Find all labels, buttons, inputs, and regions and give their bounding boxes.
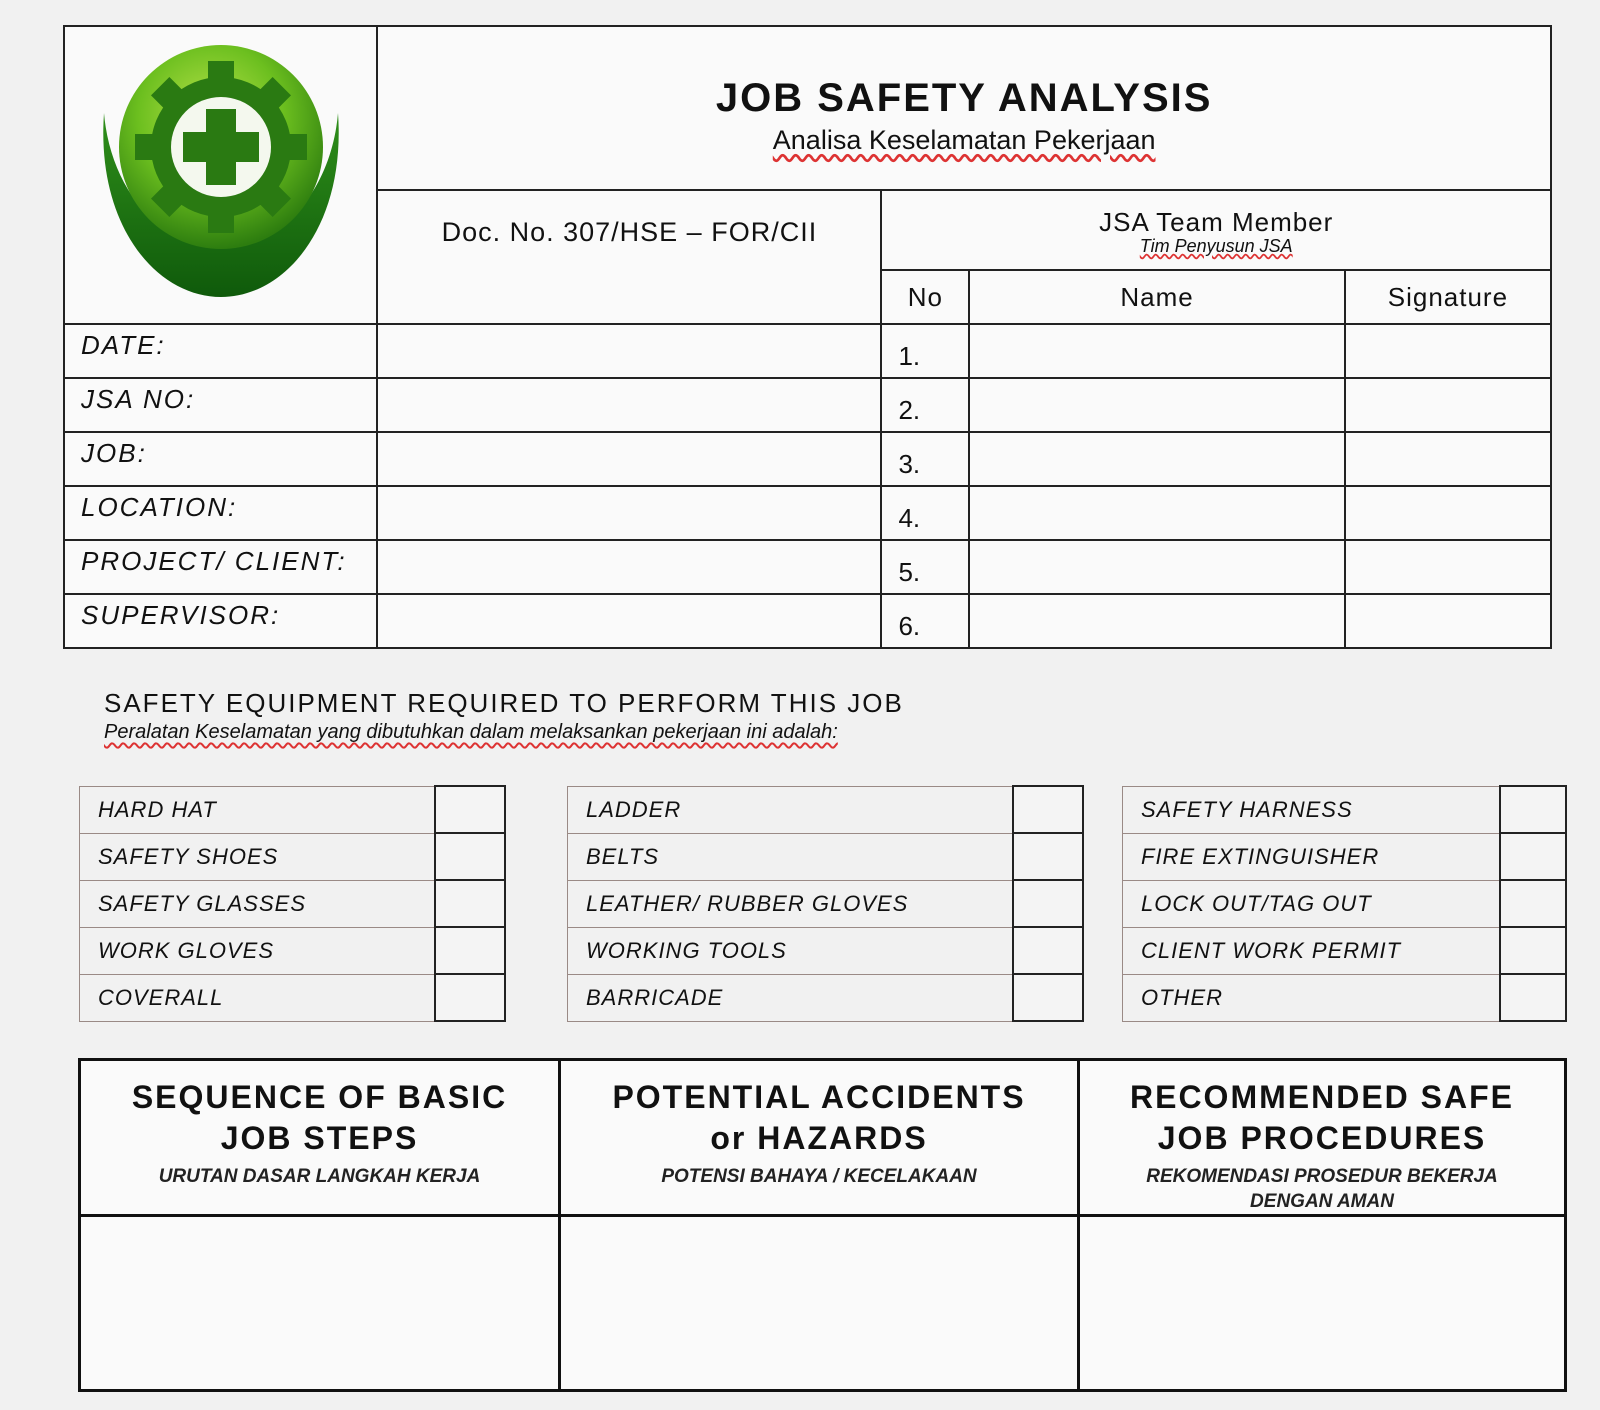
equipment-checkbox[interactable] [435,833,505,880]
list-item [1123,833,1566,880]
list-item [80,927,505,974]
equipment-group-2 [567,785,1084,1022]
member-signature-field[interactable] [1345,540,1551,594]
member-signature-field[interactable] [1345,324,1551,378]
jsa-no-field[interactable] [377,378,881,432]
list-item [80,833,505,880]
equipment-checkbox[interactable] [1500,880,1566,927]
hazards-title-line1: POTENTIAL ACCIDENTS [612,1079,1026,1115]
table-row [64,540,1551,594]
member-name-field[interactable] [969,486,1345,540]
col-no-header: No [881,270,969,324]
equipment-label: HARD HAT [80,786,435,833]
member-name-field[interactable] [969,594,1345,648]
equipment-checkbox[interactable] [1500,786,1566,833]
member-name-field[interactable] [969,324,1345,378]
job-steps-table [78,1058,1567,1392]
equipment-label: CLIENT WORK PERMIT [1123,927,1500,974]
equipment-group-3 [1122,785,1567,1022]
procedures-subtitle: REKOMENDASI PROSEDUR BEKERJA DENGAN AMAN [1146,1166,1498,1212]
member-number: 2. [881,378,969,432]
list-item [568,786,1083,833]
document-subtitle: Analisa Keselamatan Pekerjaan [772,125,1156,155]
job-step-field[interactable] [80,1216,560,1391]
list-item [1123,786,1566,833]
team-header [881,190,1551,270]
member-number: 5. [881,540,969,594]
equipment-checkbox[interactable] [435,786,505,833]
member-name-field[interactable] [969,432,1345,486]
equipment-label: LEATHER/ RUBBER GLOVES [568,880,1013,927]
field-label-project-client: PROJECT/ CLIENT: [64,540,377,594]
member-name-field[interactable] [969,378,1345,432]
list-item [568,927,1083,974]
list-item [1123,927,1566,974]
steps-header-procedures [1079,1060,1566,1216]
equipment-checkbox[interactable] [1013,880,1083,927]
member-number: 6. [881,594,969,648]
equipment-checkbox[interactable] [1013,833,1083,880]
steps-header-hazards [560,1060,1079,1216]
list-item [568,833,1083,880]
equipment-label: WORK GLOVES [80,927,435,974]
date-field[interactable] [377,324,881,378]
equipment-label: LOCK OUT/TAG OUT [1123,880,1500,927]
location-field[interactable] [377,486,881,540]
steps-header-sequence [80,1060,560,1216]
equipment-label: OTHER [1123,974,1500,1021]
equipment-checkbox[interactable] [435,974,505,1021]
equipment-label: SAFETY HARNESS [1123,786,1500,833]
table-row [64,324,1551,378]
sequence-title-line1: SEQUENCE OF BASIC [131,1079,508,1115]
logo-cell [64,26,377,324]
table-row [64,378,1551,432]
team-title: JSA Team Member [1099,207,1334,237]
equipment-label: LADDER [568,786,1013,833]
document-title: JOB SAFETY ANALYSIS [715,76,1213,120]
member-signature-field[interactable] [1345,378,1551,432]
member-number: 1. [881,324,969,378]
procedure-field[interactable] [1079,1216,1566,1391]
member-name-field[interactable] [969,540,1345,594]
col-name-header: Name [969,270,1345,324]
field-label-supervisor: SUPERVISOR: [64,594,377,648]
title-cell [377,26,1551,190]
field-label-location: LOCATION: [64,486,377,540]
equipment-section-title [104,688,904,744]
safety-cross-gear-icon [86,35,356,311]
col-signature-header: Signature [1345,270,1551,324]
equipment-subtitle: Peralatan Keselamatan yang dibutuhkan dalam melaksankan pekerjaan ini adalah: [104,721,838,743]
list-item [568,880,1083,927]
table-row [64,486,1551,540]
member-number: 4. [881,486,969,540]
equipment-checkbox[interactable] [1500,927,1566,974]
sequence-subtitle: URUTAN DASAR LANGKAH KERJA [158,1166,481,1187]
job-field[interactable] [377,432,881,486]
equipment-checkbox[interactable] [1500,974,1566,1021]
equipment-label: BELTS [568,833,1013,880]
list-item [80,974,505,1021]
equipment-title: SAFETY EQUIPMENT REQUIRED TO PERFORM THIS JOB [104,688,904,718]
table-row [80,1216,1566,1391]
supervisor-field[interactable] [377,594,881,648]
hazards-title-line2: or HAZARDS [710,1120,928,1156]
hazard-field[interactable] [560,1216,1079,1391]
jsa-header-table [63,25,1552,649]
list-item [80,786,505,833]
team-subtitle: Tim Penyusun JSA [1139,236,1293,256]
equipment-label: SAFETY GLASSES [80,880,435,927]
table-row [64,432,1551,486]
doc-number: Doc. No. 307/HSE – FOR/CII [377,190,881,324]
field-label-date: DATE: [64,324,377,378]
equipment-label: COVERALL [80,974,435,1021]
equipment-checkbox[interactable] [1500,833,1566,880]
field-label-job: JOB: [64,432,377,486]
equipment-checkbox[interactable] [435,927,505,974]
equipment-label: FIRE EXTINGUISHER [1123,833,1500,880]
equipment-checkbox[interactable] [435,880,505,927]
field-label-jsa-no: JSA NO: [64,378,377,432]
sequence-title-line2: JOB STEPS [220,1120,419,1156]
equipment-checkbox[interactable] [1013,974,1083,1021]
project-client-field[interactable] [377,540,881,594]
member-signature-field[interactable] [1345,486,1551,540]
list-item [568,974,1083,1021]
member-signature-field[interactable] [1345,594,1551,648]
equipment-label: BARRICADE [568,974,1013,1021]
list-item [1123,974,1566,1021]
equipment-checkbox[interactable] [1013,927,1083,974]
member-number: 3. [881,432,969,486]
member-signature-field[interactable] [1345,432,1551,486]
procedures-title-line2: JOB PROCEDURES [1157,1120,1487,1156]
equipment-group-1 [79,785,506,1022]
list-item [80,880,505,927]
procedures-title-line1: RECOMMENDED SAFE [1129,1079,1514,1115]
equipment-label: WORKING TOOLS [568,927,1013,974]
equipment-checkbox[interactable] [1013,786,1083,833]
hazards-subtitle: POTENSI BAHAYA / KECELAKAAN [661,1166,977,1187]
table-row [64,594,1551,648]
list-item [1123,880,1566,927]
equipment-label: SAFETY SHOES [80,833,435,880]
